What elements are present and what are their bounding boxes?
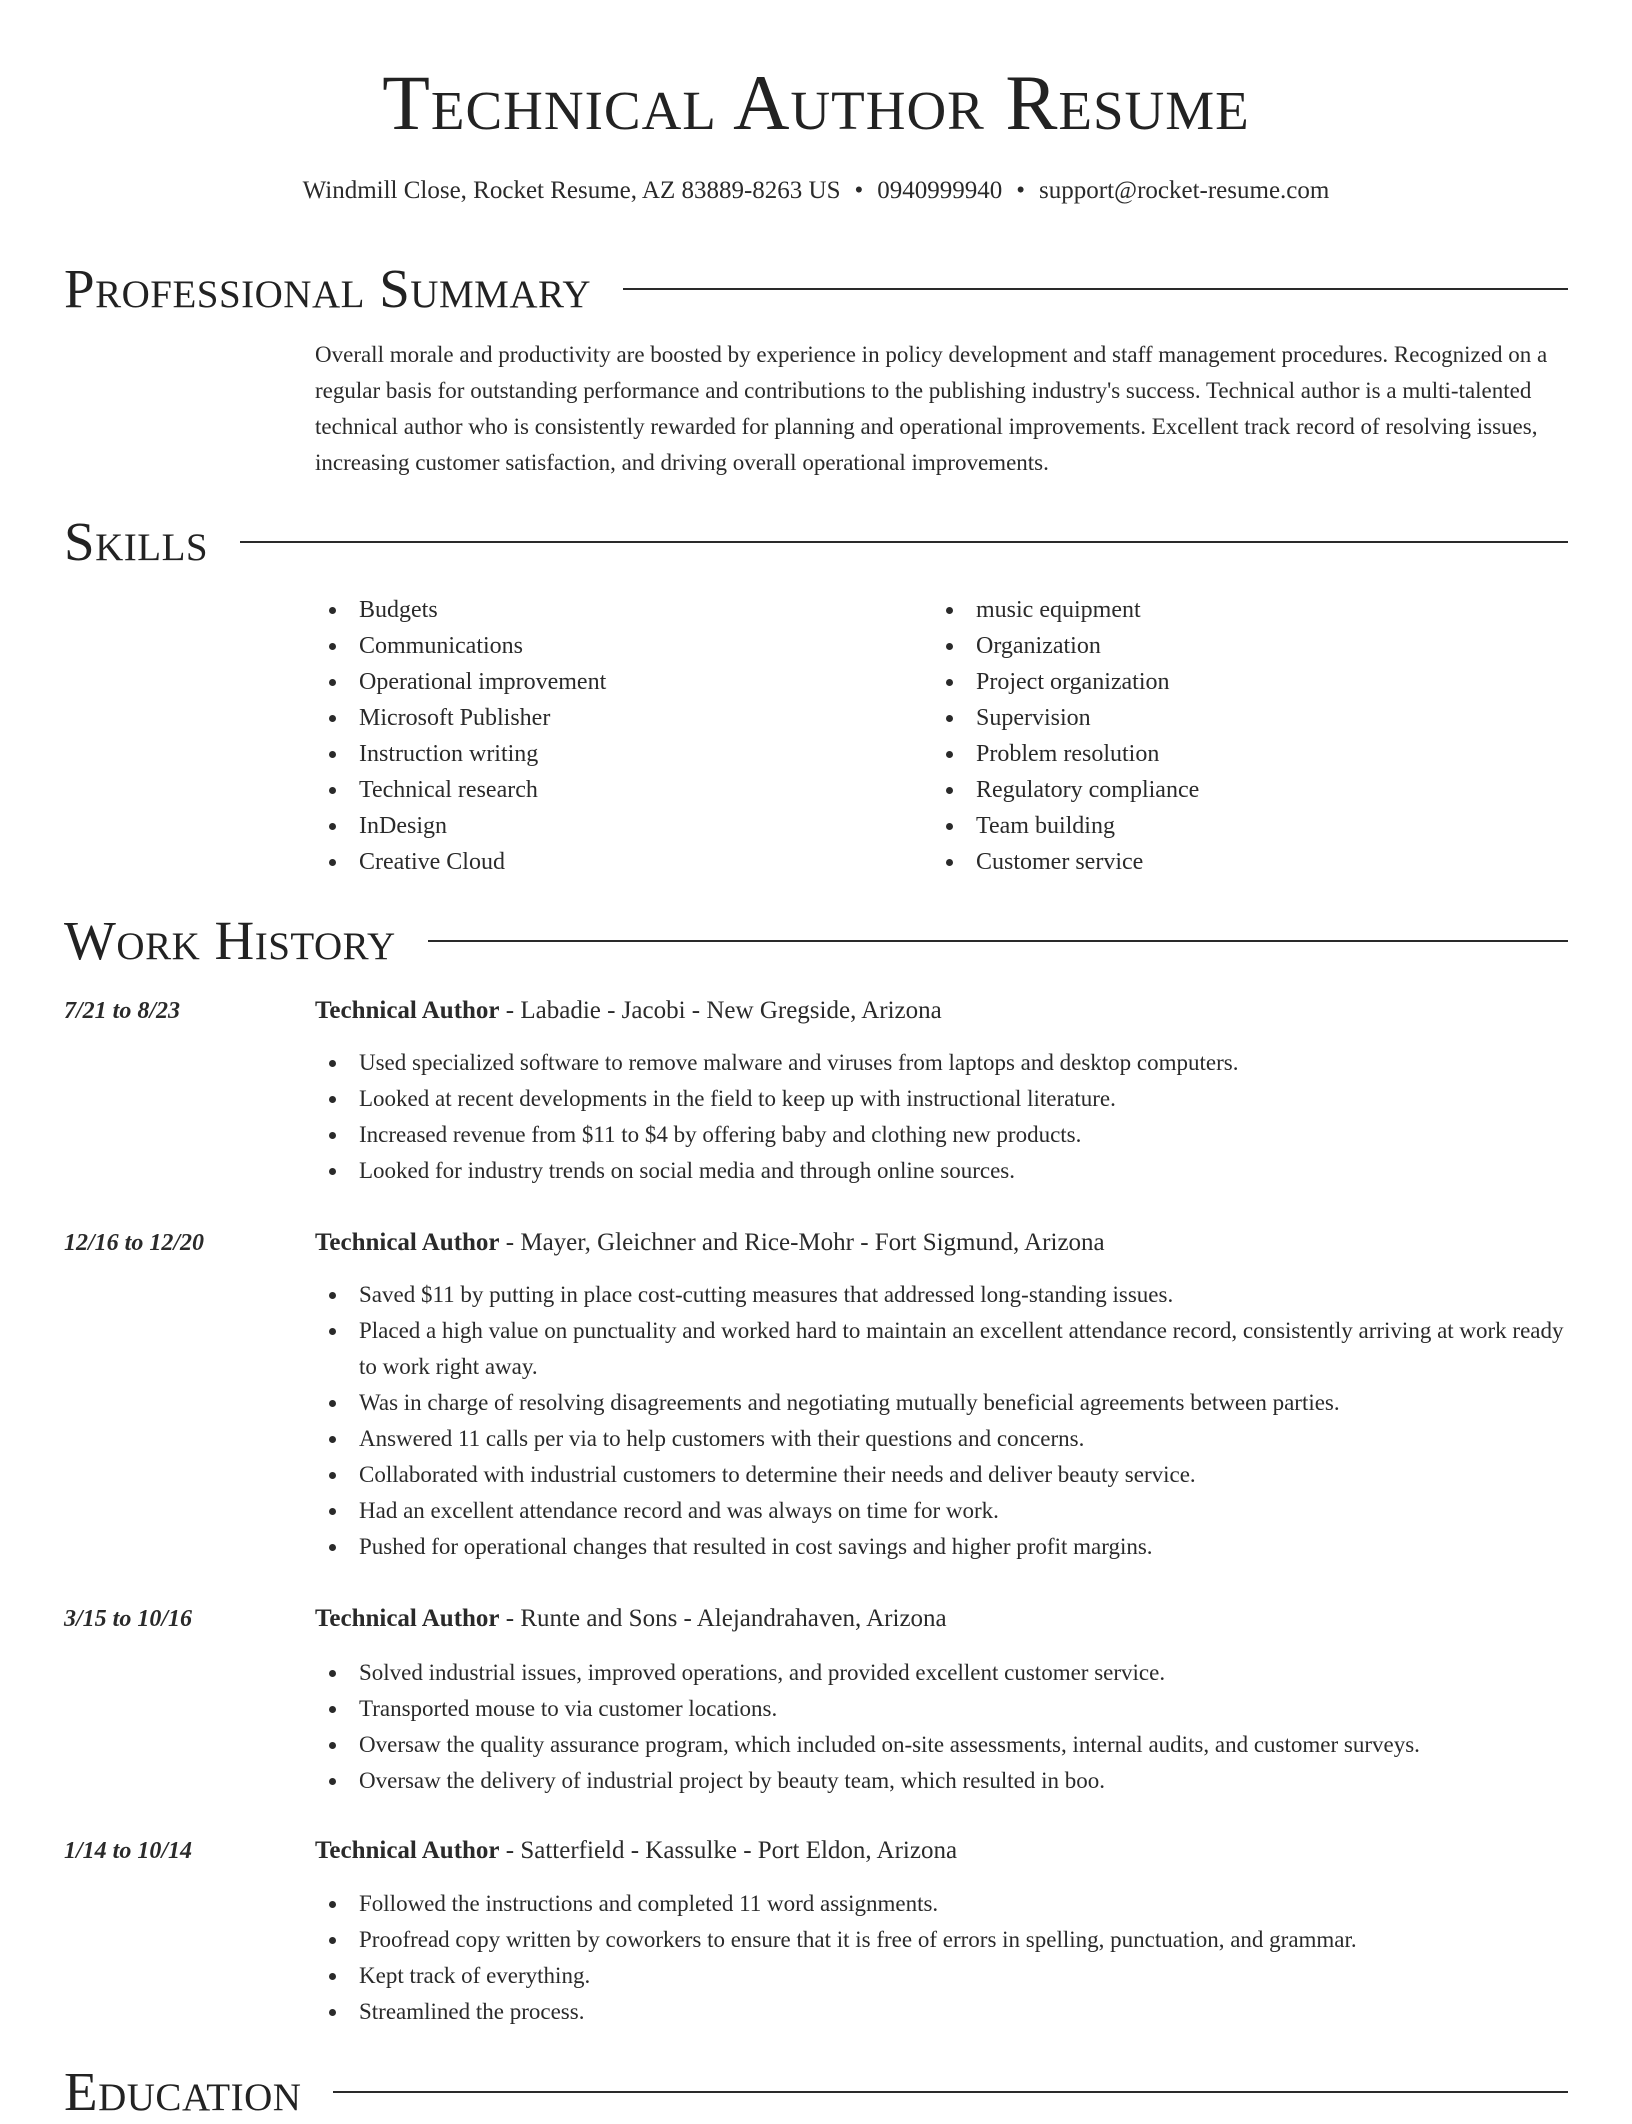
job-bullets [315,1045,1568,1189]
section-heading: Work History [64,909,428,973]
skill-item: InDesign [315,808,895,844]
contact-line [0,174,1632,208]
job-bullet: Answered 11 calls per via to help customers with their questions and concerns. [315,1421,1568,1457]
skill-item: Instruction writing [315,736,895,772]
job-employer: - Mayer, Gleichner and Rice-Mohr - Fort Sigmund, Arizona [499,1229,1105,1256]
skill-item: Operational improvement [315,664,895,700]
job-bullet: Proofread copy written by coworkers to ensure that it is free of errors in spelling, punctuation, and grammar. [315,1922,1568,1958]
job-bullet: Pushed for operational changes that resulted in cost savings and higher profit margins. [315,1529,1568,1565]
job-bullet: Transported mouse to via customer locations. [315,1691,1568,1727]
job-dates: 3/15 to 10/16 [64,1606,193,1632]
job-employer: - Runte and Sons - Alejandrahaven, Arizona [499,1605,947,1632]
skills-list-left [315,592,895,880]
summary-text: Overall morale and productivity are boosted by experience in policy development and staff management procedures. Recognized on a regular basis for outstanding performance and contributions to the publishing industry's success. Technical author is a multi-talented technical author who is consistently rewarded for planning and operational improvements. Excellent track record of resolving issues, increasing customer satisfaction, and driving overall operational improvements. [315,342,1548,475]
contact-separator: • [854,177,864,204]
job-bullet: Streamlined the process. [315,1994,1568,2030]
job-bullet: Saved $11 by putting in place cost-cutting measures that addressed long-standing issues. [315,1277,1568,1313]
section-heading: Education [64,2060,333,2124]
section-skills [64,510,1568,574]
job-bullet: Collaborated with industrial customers to determine their needs and deliver beauty service. [315,1457,1568,1493]
job-employer: - Labadie - Jacobi - New Gregside, Arizona [499,997,942,1024]
job-bullet: Solved industrial issues, improved operations, and provided excellent customer service. [315,1655,1568,1691]
job-bullet: Used specialized software to remove malware and viruses from laptops and desktop computers. [315,1045,1568,1081]
job-title: Technical Author [315,1229,500,1256]
job-dates: 1/14 to 10/14 [64,1838,193,1864]
contact-address: Windmill Close, Rocket Resume, AZ 83889-8263 US [302,177,841,204]
section-education [64,2060,1568,2124]
contact-email[interactable]: support@rocket-resume.com [1039,177,1330,204]
job-heading [315,1833,957,1869]
job-employer: - Satterfield - Kassulke - Port Eldon, Arizona [499,1837,958,1864]
job-dates: 7/21 to 8/23 [64,998,181,1024]
job-bullets [315,1886,1568,2030]
job-bullet: Kept track of everything. [315,1958,1568,1994]
job-heading [315,1601,947,1637]
job-bullet: Increased revenue from $11 to $4 by offering baby and clothing new products. [315,1117,1568,1153]
job-bullet: Looked at recent developments in the field to keep up with instructional literature. [315,1081,1568,1117]
skills-list-right [932,592,1532,880]
skill-item: Regulatory compliance [932,772,1532,808]
job-bullet: Oversaw the delivery of industrial project by beauty team, which resulted in boo. [315,1763,1568,1799]
job-heading [315,1225,1105,1261]
section-heading: Professional Summary [64,257,623,321]
skill-item: Customer service [932,844,1532,880]
section-professional-summary [64,257,1568,321]
skill-item: Creative Cloud [315,844,895,880]
skill-item: music equipment [932,592,1532,628]
job-dates: 12/16 to 12/20 [64,1230,205,1256]
job-bullet: Followed the instructions and completed 11 word assignments. [315,1886,1568,1922]
job-bullets [315,1277,1568,1565]
skill-item: Supervision [932,700,1532,736]
skill-item: Technical research [315,772,895,808]
skill-item: Project organization [932,664,1532,700]
section-heading: Skills [64,510,240,574]
job-bullet: Oversaw the quality assurance program, which included on-site assessments, internal audits, and customer surveys. [315,1727,1568,1763]
job-bullets [315,1655,1568,1799]
section-divider [64,541,1568,543]
section-work-history [64,909,1568,973]
job-bullet: Had an excellent attendance record and was always on time for work. [315,1493,1568,1529]
job-bullet: Looked for industry trends on social media and through online sources. [315,1153,1568,1189]
resume-title: Technical Author Resume [382,59,1250,146]
job-title: Technical Author [315,1605,500,1632]
contact-separator: • [1016,177,1026,204]
skill-item: Communications [315,628,895,664]
skill-item: Budgets [315,592,895,628]
job-bullet: Placed a high value on punctuality and worked hard to maintain an excellent attendance record, consistently arriving at work ready to work right away. [315,1313,1568,1385]
skill-item: Microsoft Publisher [315,700,895,736]
skill-item: Team building [932,808,1532,844]
job-title: Technical Author [315,1837,500,1864]
skill-item: Problem resolution [932,736,1532,772]
job-bullet: Was in charge of resolving disagreements and negotiating mutually beneficial agreements between parties. [315,1385,1568,1421]
contact-phone: 0940999940 [877,177,1003,204]
job-heading [315,993,942,1029]
job-title: Technical Author [315,997,500,1024]
skill-item: Organization [932,628,1532,664]
